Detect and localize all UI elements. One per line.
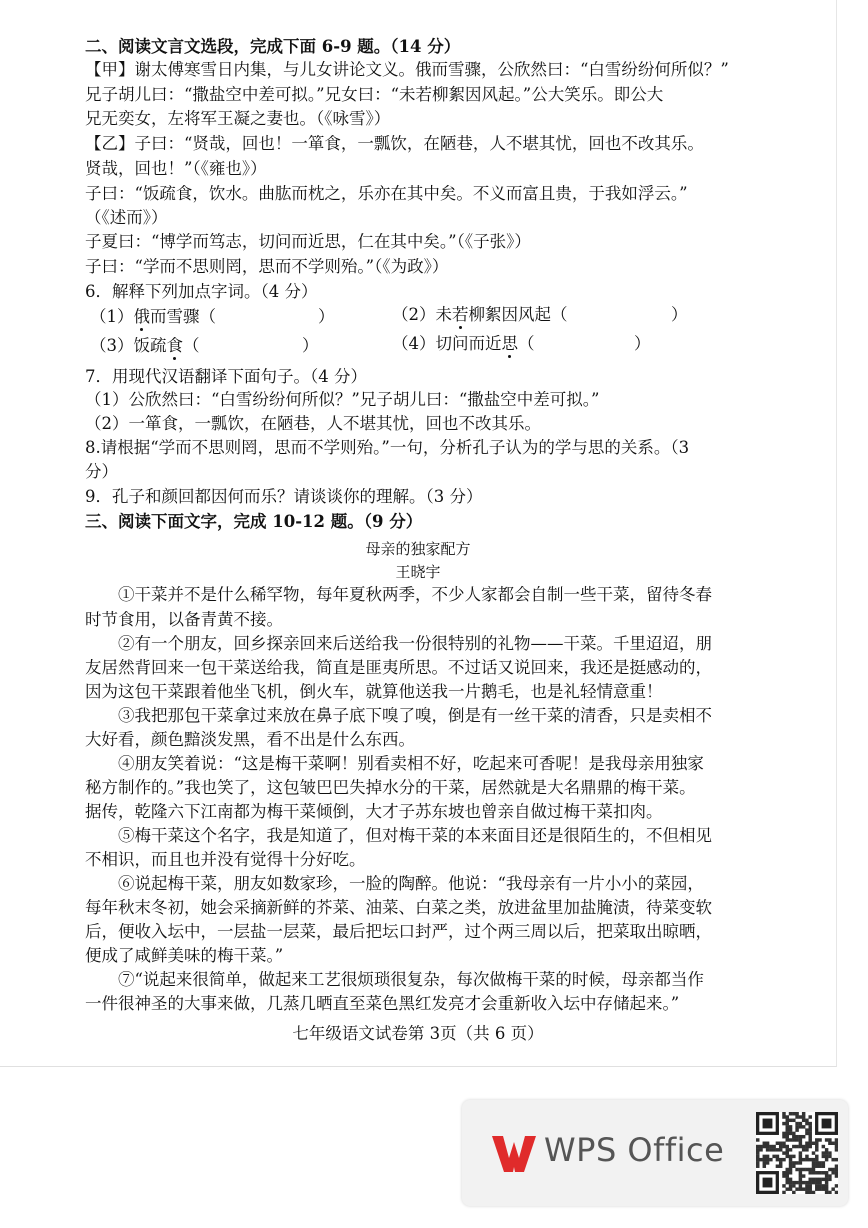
page-footer: 七年级语文试卷第 3页（共 6 页） [292, 1024, 544, 1043]
dotted-character: 若 [452, 305, 469, 324]
passage-yi-line: 子曰：“学而不思则罔，思而不学则殆。”（《为政》） [85, 257, 449, 276]
q9-stem: 9．孔子和颜回都因何而乐？请谈谈你的理解。（3 分） [85, 487, 483, 506]
dotted-character: 俄 [133, 307, 150, 326]
q7-item: （1）公欣然曰：“白雪纷纷何所似？”兄子胡儿曰：“撒盐空中差可拟。” [85, 390, 600, 409]
section-3-title: 三、阅读下面文字，完成 10-12 题。（9 分） [85, 512, 423, 531]
q6-item-3 [90, 335, 200, 357]
wps-office-badge [462, 1100, 848, 1206]
q6-item-prefix: （4）切问而近 [392, 334, 502, 353]
article-line: ⑤梅干菜这个名字，我是知道了，但对梅干菜的本来面目还是很陌生的，不但相见 [118, 826, 712, 845]
article-line: 不相识，而且也并没有觉得十分好吃。 [85, 850, 366, 869]
passage-yi-line: 子曰：“饭疏食，饮水。曲肱而枕之，乐亦在其中矣。不义而富且贵，于我如浮云。” [85, 184, 688, 203]
article-line: 时节食用，以备青黄不接。 [85, 610, 283, 629]
wps-office-text: WPS Office [544, 1131, 725, 1169]
passage-yi-line: （《述而》） [85, 208, 168, 227]
q7-stem: 7．用现代汉语翻译下面句子。（4 分） [85, 367, 367, 386]
q6-item-prefix: （3）饭疏 [90, 336, 167, 355]
section-2-title: 二、阅读文言文选段，完成下面 6-9 题。（14 分） [85, 37, 461, 56]
passage-yi-line: 【乙】子曰：“贤哉，回也！一箪食，一瓢饮，在陋巷，人不堪其忧，回也不改其乐。 [85, 134, 704, 153]
article-line: ②有一个朋友，回乡探亲回来后送给我一份很特别的礼物——干菜。千里迢迢，朋 [118, 634, 712, 653]
q6-item-2 [392, 304, 568, 326]
passage-jia-line: 兄子胡儿曰：“撒盐空中差可拟。”兄女曰：“未若柳絮因风起。”公大笑乐。即公大 [85, 85, 664, 104]
article-line: 友居然背回来一包干菜送给我，简直是匪夷所思。不过话又说回来，我还是挺感动的， [85, 658, 712, 677]
article-line: 秘方制作的。”我也笑了，这包皱巴巴失掉水分的干菜，居然就是大名鼎鼎的梅干菜。 [85, 778, 696, 797]
article-line: 便成了咸鲜美味的梅干菜。” [85, 946, 284, 965]
passage-yi-line: 子夏曰：“博学而笃志，切问而近思，仁在其中矣。”（《子张》） [85, 232, 531, 251]
q8-line: 分） [85, 462, 118, 481]
q7-item: （2）一箪食，一瓢饮，在陋巷，人不堪其忧，回也不改其乐。 [85, 414, 541, 433]
qr-code-icon [756, 1112, 838, 1194]
dotted-character: 思 [501, 334, 518, 353]
article-title: 母亲的独家配方 [365, 540, 471, 558]
q6-item-text: （ [183, 336, 200, 355]
q8-line: 8.请根据“学而不思则罔，思而不学则殆。”一句，分析孔子认为的学与思的关系。（3 [85, 438, 690, 457]
article-line: ①干菜并不是什么稀罕物，每年夏秋两季，不少人家都会自制一些干菜，留待冬春 [118, 585, 712, 604]
q6-item-1-blank-close: ） [318, 307, 335, 326]
q6-item-4-blank-close: ） [634, 334, 651, 353]
dotted-character: 食 [166, 336, 183, 355]
q6-item-2-blank-close: ） [671, 305, 688, 324]
passage-yi-line: 贤哉，回也！”（《雍也》） [85, 159, 267, 178]
passage-jia-line: 兄无奕女，左将军王凝之妻也。（《咏雪》） [85, 109, 391, 128]
article-line: ③我把那包干菜拿过来放在鼻子底下嗅了嗅，倒是有一丝干菜的清香，只是卖相不 [118, 706, 712, 725]
q6-item-text: 柳絮因风起（ [468, 305, 568, 324]
q6-item-text: （ [518, 334, 535, 353]
q6-stem: 6．解释下列加点字词。（4 分） [85, 282, 318, 301]
passage-jia-line: 【甲】谢太傅寒雪日内集，与儿女讲论文义。俄而雪骤，公欣然曰：“白雪纷纷何所似？” [85, 60, 729, 79]
q6-item-prefix: （2）未 [392, 305, 452, 324]
article-line: ⑦“说起来很简单，做起来工艺很烦琐很复杂，每次做梅干菜的时候，母亲都当作 [118, 970, 704, 989]
q6-item-prefix: （1） [90, 307, 134, 326]
article-line: 因为这包干菜跟着他坐飞机，倒火车，就算他送我一片鹅毛，也是礼轻情意重！ [85, 682, 663, 701]
article-line: 每年秋末冬初，她会采摘新鲜的芥菜、油菜、白菜之类，放进盆里加盐腌渍，待菜变软 [85, 898, 712, 917]
article-line: ④朋友笑着说：“这是梅干菜啊！别看卖相不好，吃起来可香呢！是我母亲用独家 [118, 754, 704, 773]
q6-item-4 [392, 333, 535, 355]
article-line: 后，便收入坛中，一层盐一层菜，最后把坛口封严，过个两三周以后，把菜取出晾晒， [85, 922, 712, 941]
wps-w-logo-icon [490, 1134, 538, 1174]
article-line: ⑥说起梅干菜，朋友如数家珍，一脸的陶醉。他说：“我母亲有一片小小的菜园， [118, 874, 704, 893]
q6-item-text: 而雪骤（ [150, 307, 216, 326]
q6-item-1 [90, 306, 216, 328]
article-line: 一件很神圣的大事来做，几蒸几晒直至菜色黑红发亮才会重新收入坛中存储起来。” [85, 994, 680, 1013]
article-author: 王晓宇 [395, 563, 441, 581]
article-line: 大好看，颜色黯淡发黑，看不出是什么东西。 [85, 730, 415, 749]
q6-item-3-blank-close: ） [302, 336, 319, 355]
article-line: 据传，乾隆六下江南都为梅干菜倾倒，大才子苏东坡也曾亲自做过梅干菜扣肉。 [85, 802, 663, 821]
